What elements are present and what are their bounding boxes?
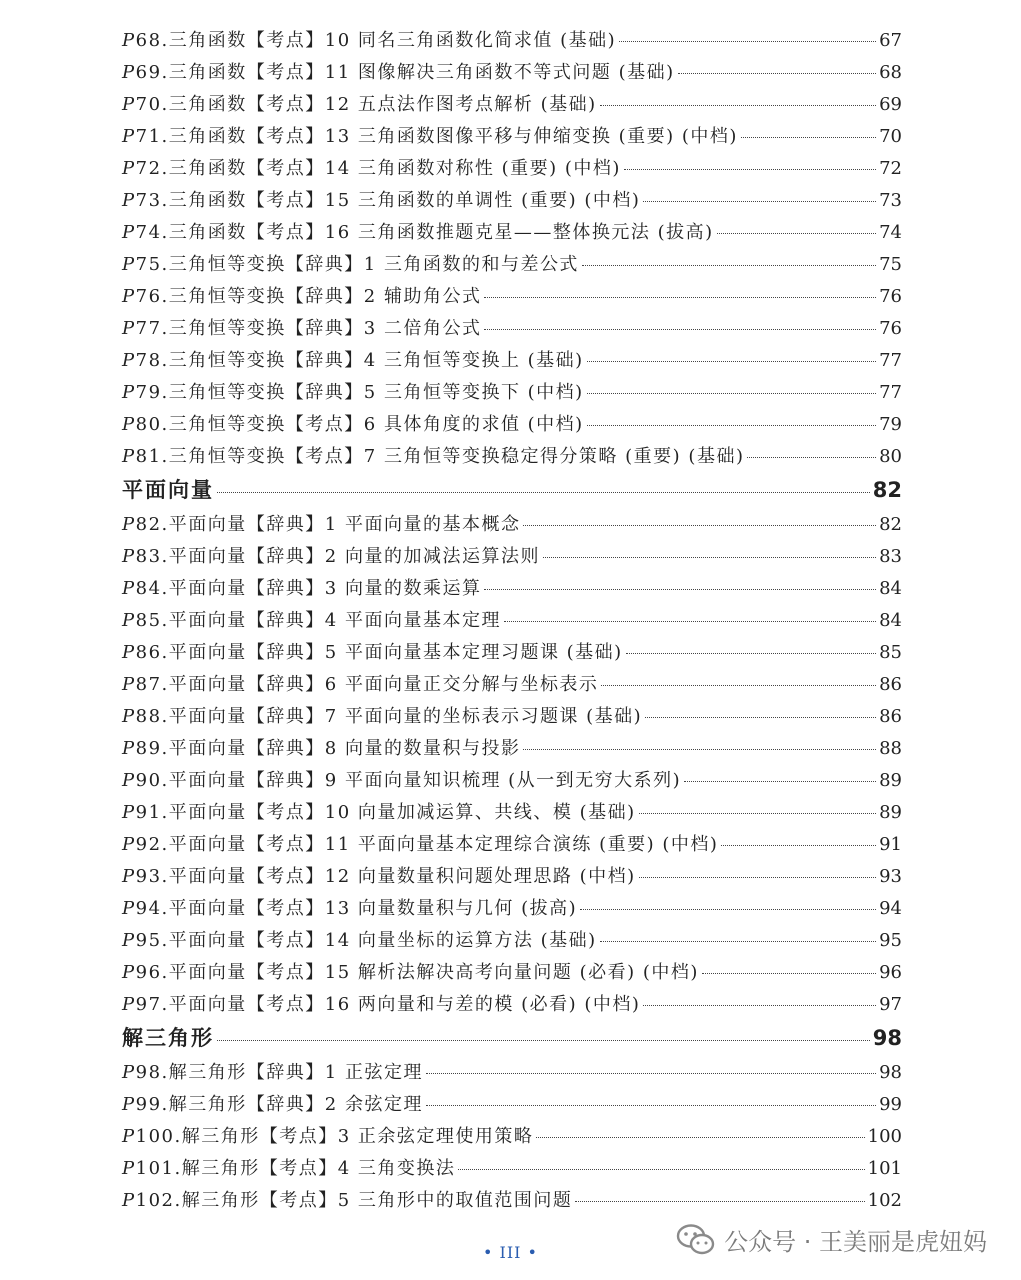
- entry-title: 平面向量【辞典】5 平面向量基本定理习题课 (基础): [168, 642, 623, 663]
- entry-title: 平面向量【辞典】1 平面向量的基本概念: [168, 514, 521, 535]
- toc-entry: [122, 1058, 902, 1090]
- toc-entry: [122, 990, 902, 1022]
- page-ref: 76: [879, 286, 902, 307]
- dot-leader: [601, 685, 876, 686]
- dot-leader: [600, 105, 876, 106]
- dot-leader: [587, 425, 876, 426]
- page-ref: 86: [879, 706, 902, 727]
- dot-leader: [543, 557, 876, 558]
- dot-leader: [536, 1137, 864, 1138]
- entry-number: 87.: [135, 674, 169, 695]
- dot-leader: [523, 749, 876, 750]
- toc-entry: [122, 282, 902, 314]
- toc-entry: [122, 766, 902, 798]
- page-ref: 82: [872, 478, 902, 502]
- toc-entry: [122, 26, 902, 58]
- entry-prefix: P: [122, 578, 136, 599]
- page-ref: 99: [879, 1094, 902, 1115]
- toc-entry: [122, 830, 902, 862]
- entry-title: 解三角形【辞典】2 余弦定理: [168, 1094, 423, 1115]
- entry-prefix: P: [122, 674, 136, 695]
- page-ref: 70: [879, 126, 902, 147]
- entry-title: 三角函数【考点】16 三角函数推题克星——整体换元法 (拔高): [168, 222, 714, 243]
- entry-title: 三角恒等变换【辞典】3 二倍角公式: [168, 318, 482, 339]
- entry-number: 89.: [135, 738, 169, 759]
- entry-prefix: P: [122, 94, 136, 115]
- section-title: 解三角形: [122, 1026, 214, 1050]
- toc-section-heading: [122, 474, 902, 510]
- entry-number: 74.: [135, 222, 169, 243]
- watermark-text: 公众号 · 王美丽是虎妞妈: [724, 1228, 987, 1256]
- entry-prefix: P: [122, 802, 136, 823]
- toc-entry: [122, 154, 902, 186]
- toc-entry: [122, 122, 902, 154]
- entry-number: 99.: [135, 1094, 169, 1115]
- entry-number: 73.: [135, 190, 169, 211]
- toc-entry: [122, 606, 902, 638]
- entry-title: 三角恒等变换【考点】6 具体角度的求值 (中档): [168, 414, 584, 435]
- entry-number: 102.: [135, 1190, 182, 1211]
- page-ref: 101: [867, 1158, 902, 1179]
- toc-section-heading: [122, 1022, 902, 1058]
- entry-number: 77.: [135, 318, 169, 339]
- entry-title: 三角恒等变换【辞典】1 三角函数的和与差公式: [168, 254, 579, 275]
- page-ref: 98: [872, 1026, 902, 1050]
- entry-number: 92.: [135, 834, 169, 855]
- dot-leader: [217, 1040, 870, 1041]
- toc-entry: [122, 1122, 902, 1154]
- dot-leader: [575, 1201, 864, 1202]
- page-ref: 93: [879, 866, 902, 887]
- entry-number: 93.: [135, 866, 169, 887]
- entry-number: 88.: [135, 706, 169, 727]
- entry-number: 71.: [135, 126, 169, 147]
- entry-title: 平面向量【辞典】8 向量的数量积与投影: [168, 738, 521, 759]
- watermark: [676, 1222, 987, 1257]
- entry-prefix: P: [122, 318, 136, 339]
- toc-entry: [122, 798, 902, 830]
- entry-title: 三角函数【考点】13 三角函数图像平移与伸缩变换 (重要) (中档): [168, 126, 738, 147]
- page-ref: 80: [879, 446, 902, 467]
- entry-number: 95.: [135, 930, 169, 951]
- table-of-contents: [122, 26, 902, 1218]
- toc-entry: [122, 410, 902, 442]
- page-ref: 79: [879, 414, 902, 435]
- dot-leader: [587, 393, 876, 394]
- entry-title: 三角函数【考点】15 三角函数的单调性 (重要) (中档): [168, 190, 641, 211]
- dot-leader: [678, 73, 876, 74]
- page-ref: 68: [879, 62, 902, 83]
- entry-number: 70.: [135, 94, 169, 115]
- entry-title: 平面向量【辞典】9 平面向量知识梳理 (从一到无穷大系列): [168, 770, 682, 791]
- entry-number: 82.: [135, 514, 169, 535]
- entry-title: 三角恒等变换【考点】7 三角恒等变换稳定得分策略 (重要) (基础): [168, 446, 745, 467]
- entry-number: 94.: [135, 898, 169, 919]
- entry-prefix: P: [122, 1094, 136, 1115]
- wechat-icon: [676, 1223, 716, 1257]
- dot-leader: [639, 877, 876, 878]
- toc-entry: [122, 638, 902, 670]
- toc-entry: [122, 250, 902, 282]
- entry-prefix: P: [122, 414, 136, 435]
- entry-prefix: P: [122, 254, 136, 275]
- entry-number: 90.: [135, 770, 169, 791]
- toc-entry: [122, 346, 902, 378]
- entry-title: 解三角形【考点】3 正余弦定理使用策略: [181, 1126, 534, 1147]
- entry-title: 平面向量【辞典】4 平面向量基本定理: [168, 610, 501, 631]
- dot-leader: [645, 717, 876, 718]
- dot-leader: [217, 492, 870, 493]
- entry-prefix: P: [122, 898, 136, 919]
- entry-prefix: P: [122, 514, 136, 535]
- entry-title: 平面向量【辞典】6 平面向量正交分解与坐标表示: [168, 674, 599, 695]
- toc-entry: [122, 314, 902, 346]
- entry-title: 解三角形【辞典】1 正弦定理: [168, 1062, 423, 1083]
- entry-prefix: P: [122, 546, 136, 567]
- entry-title: 平面向量【考点】16 两向量和与差的模 (必看) (中档): [168, 994, 641, 1015]
- toc-entry: [122, 574, 902, 606]
- entry-title: 三角函数【考点】11 图像解决三角函数不等式问题 (基础): [168, 62, 675, 83]
- toc-entry: [122, 670, 902, 702]
- page-ref: 88: [879, 738, 902, 759]
- page-ref: 89: [879, 770, 902, 791]
- toc-entry: [122, 862, 902, 894]
- entry-prefix: P: [122, 962, 136, 983]
- toc-entry: [122, 958, 902, 990]
- page-ref: 102: [867, 1190, 902, 1211]
- dot-leader: [624, 169, 876, 170]
- page-ref: 91: [879, 834, 902, 855]
- entry-number: 78.: [135, 350, 169, 371]
- entry-title: 平面向量【考点】12 向量数量积问题处理思路 (中档): [168, 866, 636, 887]
- dot-leader: [580, 909, 876, 910]
- entry-number: 84.: [135, 578, 169, 599]
- entry-title: 平面向量【考点】11 平面向量基本定理综合演练 (重要) (中档): [168, 834, 719, 855]
- page-ref: 67: [879, 30, 902, 51]
- entry-number: 80.: [135, 414, 169, 435]
- dot-leader: [426, 1073, 876, 1074]
- dot-leader: [619, 41, 876, 42]
- entry-title: 解三角形【考点】4 三角变换法: [181, 1158, 456, 1179]
- entry-number: 86.: [135, 642, 169, 663]
- entry-number: 81.: [135, 446, 169, 467]
- page-number: • III •: [482, 1243, 538, 1262]
- dot-leader: [600, 941, 876, 942]
- toc-entry: [122, 218, 902, 250]
- entry-title: 平面向量【考点】10 向量加减运算、共线、模 (基础): [168, 802, 636, 823]
- page-ref: 98: [879, 1062, 902, 1083]
- toc-entry: [122, 1186, 902, 1218]
- page-ref: 77: [879, 350, 902, 371]
- entry-title: 三角恒等变换【辞典】5 三角恒等变换下 (中档): [168, 382, 584, 403]
- entry-prefix: P: [122, 286, 136, 307]
- entry-number: 101.: [135, 1158, 182, 1179]
- page-ref: 82: [879, 514, 902, 535]
- entry-prefix: P: [122, 222, 136, 243]
- toc-entry: [122, 1154, 902, 1186]
- entry-prefix: P: [122, 126, 136, 147]
- entry-number: 97.: [135, 994, 169, 1015]
- entry-prefix: P: [122, 706, 136, 727]
- dot-leader: [458, 1169, 864, 1170]
- toc-entry: [122, 926, 902, 958]
- page-ref: 84: [879, 610, 902, 631]
- entry-prefix: P: [122, 1158, 136, 1179]
- entry-title: 三角恒等变换【辞典】2 辅助角公式: [168, 286, 482, 307]
- dot-leader: [523, 525, 876, 526]
- page-ref: 74: [879, 222, 902, 243]
- page-ref: 89: [879, 802, 902, 823]
- toc-entry: [122, 542, 902, 574]
- toc-entry: [122, 894, 902, 926]
- toc-entry: [122, 442, 902, 474]
- toc-entry: [122, 186, 902, 218]
- page-ref: 94: [879, 898, 902, 919]
- toc-entry: [122, 58, 902, 90]
- page-ref: 69: [879, 94, 902, 115]
- entry-title: 平面向量【考点】14 向量坐标的运算方法 (基础): [168, 930, 597, 951]
- page-ref: 100: [867, 1126, 902, 1147]
- entry-number: 72.: [135, 158, 169, 179]
- entry-number: 79.: [135, 382, 169, 403]
- toc-entry: [122, 734, 902, 766]
- dot-leader: [484, 589, 876, 590]
- entry-prefix: P: [122, 1062, 136, 1083]
- dot-leader: [717, 233, 876, 234]
- dot-leader: [684, 781, 876, 782]
- entry-prefix: P: [122, 834, 136, 855]
- entry-prefix: P: [122, 866, 136, 887]
- page-ref: 86: [879, 674, 902, 695]
- entry-number: 98.: [135, 1062, 169, 1083]
- entry-number: 96.: [135, 962, 169, 983]
- entry-prefix: P: [122, 62, 136, 83]
- dot-leader: [702, 973, 876, 974]
- page-ref: 76: [879, 318, 902, 339]
- toc-entry: [122, 510, 902, 542]
- dot-leader: [484, 329, 876, 330]
- dot-leader: [484, 297, 876, 298]
- entry-number: 76.: [135, 286, 169, 307]
- section-title: 平面向量: [122, 478, 214, 502]
- entry-title: 平面向量【辞典】2 向量的加减法运算法则: [168, 546, 540, 567]
- page-ref: 72: [879, 158, 902, 179]
- entry-prefix: P: [122, 930, 136, 951]
- entry-title: 平面向量【考点】13 向量数量积与几何 (拔高): [168, 898, 578, 919]
- entry-prefix: P: [122, 446, 136, 467]
- entry-title: 三角函数【考点】10 同名三角函数化简求值 (基础): [168, 30, 617, 51]
- entry-title: 三角恒等变换【辞典】4 三角恒等变换上 (基础): [168, 350, 584, 371]
- page-ref: 77: [879, 382, 902, 403]
- entry-prefix: P: [122, 994, 136, 1015]
- dot-leader: [721, 845, 876, 846]
- page-ref: 85: [879, 642, 902, 663]
- entry-title: 解三角形【考点】5 三角形中的取值范围问题: [181, 1190, 573, 1211]
- page-ref: 73: [879, 190, 902, 211]
- entry-number: 68.: [135, 30, 169, 51]
- entry-number: 83.: [135, 546, 169, 567]
- dot-leader: [747, 457, 876, 458]
- page-ref: 96: [879, 962, 902, 983]
- dot-leader: [587, 361, 876, 362]
- entry-prefix: P: [122, 190, 136, 211]
- entry-prefix: P: [122, 1190, 136, 1211]
- entry-title: 平面向量【考点】15 解析法解决高考向量问题 (必看) (中档): [168, 962, 699, 983]
- page-ref: 95: [879, 930, 902, 951]
- page-ref: 75: [879, 254, 902, 275]
- entry-title: 三角函数【考点】14 三角函数对称性 (重要) (中档): [168, 158, 621, 179]
- dot-leader: [741, 137, 876, 138]
- entry-prefix: P: [122, 350, 136, 371]
- entry-number: 91.: [135, 802, 169, 823]
- page-ref: 97: [879, 994, 902, 1015]
- dot-leader: [639, 813, 876, 814]
- dot-leader: [643, 1005, 876, 1006]
- dot-leader: [626, 653, 876, 654]
- dot-leader: [643, 201, 876, 202]
- entry-prefix: P: [122, 30, 136, 51]
- entry-prefix: P: [122, 158, 136, 179]
- entry-number: 75.: [135, 254, 169, 275]
- toc-entry: [122, 702, 902, 734]
- toc-entry: [122, 378, 902, 410]
- dot-leader: [582, 265, 876, 266]
- entry-prefix: P: [122, 382, 136, 403]
- entry-prefix: P: [122, 642, 136, 663]
- entry-prefix: P: [122, 738, 136, 759]
- entry-title: 平面向量【辞典】3 向量的数乘运算: [168, 578, 482, 599]
- toc-entry: [122, 1090, 902, 1122]
- entry-number: 100.: [135, 1126, 182, 1147]
- entry-number: 85.: [135, 610, 169, 631]
- entry-title: 三角函数【考点】12 五点法作图考点解析 (基础): [168, 94, 597, 115]
- entry-prefix: P: [122, 1126, 136, 1147]
- entry-title: 平面向量【辞典】7 平面向量的坐标表示习题课 (基础): [168, 706, 643, 727]
- page-ref: 83: [879, 546, 902, 567]
- entry-prefix: P: [122, 610, 136, 631]
- dot-leader: [504, 621, 876, 622]
- entry-number: 69.: [135, 62, 169, 83]
- dot-leader: [426, 1105, 876, 1106]
- toc-entry: [122, 90, 902, 122]
- entry-prefix: P: [122, 770, 136, 791]
- page-ref: 84: [879, 578, 902, 599]
